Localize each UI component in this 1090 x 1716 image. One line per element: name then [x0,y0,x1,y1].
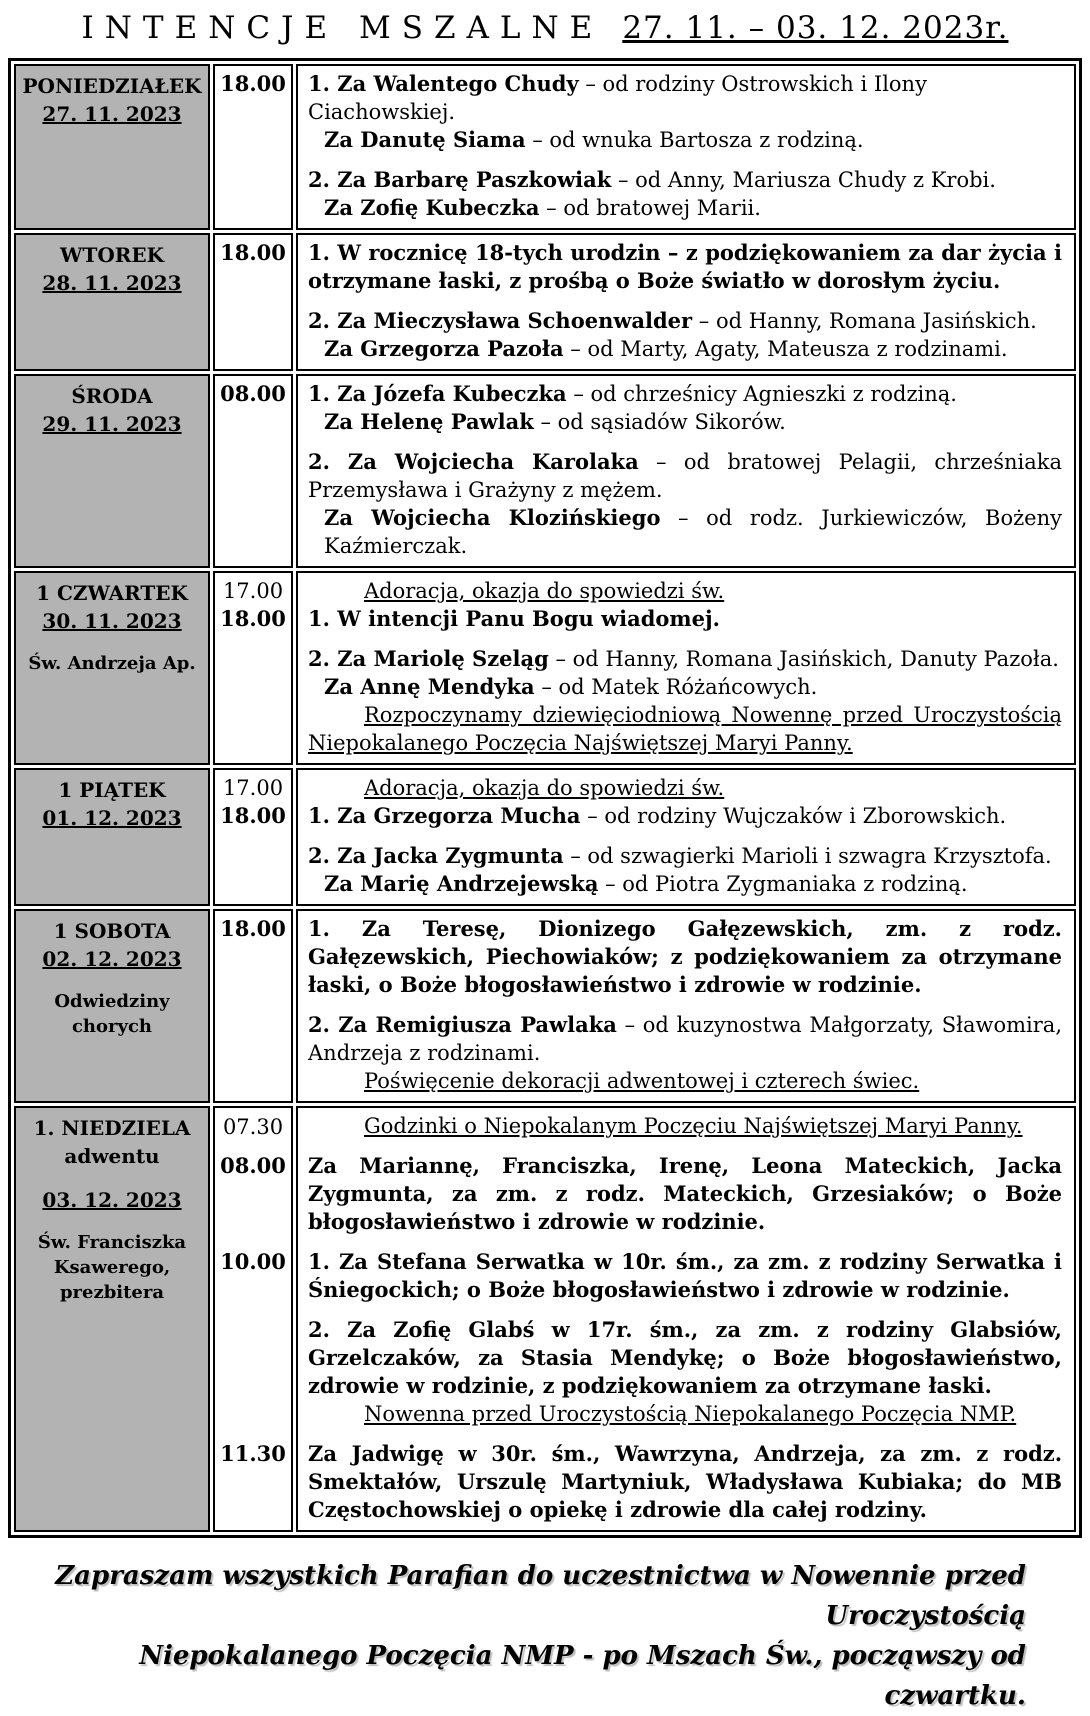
intention-text: 2. Za Barbarę Paszkowiak [308,167,612,192]
footer-note [0,1556,1090,1716]
time-cell [213,64,293,230]
intention-text: – od wnuka Bartosza z rodziną. [525,128,864,152]
mass-time: 08.00 [220,381,286,406]
day-cell [14,909,210,1103]
table-row [14,909,1076,1103]
intention-text: 1. Za Teresę, Dionizego Gałęzewskich, zm. z rodz. Gałęzewskich, Piechowiaków; z podziękowaniem za otrzymane łaski, o Boże błogosławieństwo i zdrowie w rodzinie. [308,916,1062,997]
table-row [14,1106,1076,1532]
intention-text: 1. Za Józefa Kubeczka [308,381,567,406]
mass-time: 18.00 [220,240,286,265]
day-line: 01. 12. 2023 [42,806,182,830]
intention-paragraph [308,380,1062,408]
table-row [14,64,1076,230]
intention-text: – od szwagierki Marioli i szwagra Krzysztofa. [563,844,1052,868]
intention-paragraph [308,605,1062,633]
intention-text: 1. W intencji Panu Bogu wiadomej. [308,606,720,631]
intention-text: – od bratowej Marii. [539,196,761,220]
intention-paragraph [308,774,1062,802]
intention-paragraph [308,1440,1062,1524]
intention-text: – od rodziny Wujczaków i Zborowskich. [580,804,1007,828]
intention-text: 1. Za Stefana Serwatka w 10r. śm., za zm. z rodziny Serwatka i Śniegockich; o Boże błogosławieństwo i zdrowie w rodzinie. [308,1249,1062,1302]
time-cell [213,768,293,906]
paragraph-spacer [308,633,1062,645]
intention-paragraph [308,1067,1062,1095]
intention-paragraph [308,194,1062,222]
footer-line: Zapraszam wszystkich Parafian do uczestnictwa w Nowennie przed Uroczystością [55,1561,1026,1631]
day-line: adwentu [64,1144,160,1168]
intention-text: – od Marty, Agaty, Mateusza z rodzinami. [563,337,1008,361]
table-row [14,571,1076,765]
day-line: 30. 11. 2023 [42,609,182,633]
intention-text: – od rodz. Jurkiewiczów, Bożeny Kaźmierczak. [324,506,1062,558]
mass-time: 17.00 [222,776,284,800]
intention-text: – od sąsiadów Sikorów. [533,410,786,434]
intentions-cell [296,374,1076,568]
intention-text: – od Hanny, Romana Jasińskich. [692,309,1037,333]
time-cell [213,909,293,1103]
intention-paragraph [308,408,1062,436]
intention-text: Za Danutę Siama [324,127,526,152]
paragraph-spacer [308,436,1062,448]
table-row [14,768,1076,906]
paragraph-spacer [308,830,1062,842]
intention-paragraph [308,307,1062,335]
intention-text: – od bratowej Pelagii, chrześniaka Przemysława i Grażyny z mężem. [308,450,1062,502]
time-cell [213,1106,293,1532]
table-row [14,233,1076,371]
intention-paragraph [308,577,1062,605]
intention-paragraph [308,166,1062,194]
title-date-range: 27. 11. – 03. 12. 2023r. [622,10,1009,46]
intention-paragraph [308,1248,1062,1304]
intention-text: Za Jadwigę w 30r. śm., Wawrzyna, Andrzeja, za zm. z rodz. Smektałów, Urszulę Martyniuk, Władysława Kubiaka; do MB Częstochowskiej o opiekę i zdrowie dla całej rodziny. [308,1441,1062,1522]
intentions-cell [296,768,1076,906]
day-spacer [20,635,204,651]
day-line: PONIEDZIAŁEK [22,74,202,98]
intention-text: – od Hanny, Romana Jasińskich, Danuty Pazoła. [548,647,1059,671]
day-line: 03. 12. 2023 [42,1188,182,1212]
intention-text: Za Helenę Pawlak [324,409,534,434]
paragraph-spacer [308,1236,1062,1248]
intention-text: Za Wojciecha Klozińskiego [324,505,661,530]
mass-time: 18.00 [220,606,286,631]
day-line: Odwiedziny chorych [54,991,170,1037]
intention-paragraph [308,870,1062,898]
page-title [0,0,1090,46]
day-cell [14,571,210,765]
intention-text: Poświęcenie dekoracji adwentowej i czterech świec. [364,1069,920,1093]
schedule-body [14,64,1076,1532]
intention-paragraph [308,1011,1062,1067]
intention-text: Adoracja, okazja do spowiedzi św. [364,579,725,603]
intention-text: 2. Za Zofię Glabś w 17r. śm., za zm. z rodziny Glabsiów, Grzelczaków, za Stasia Mendykę; o Boże błogosławieństwo, zdrowie w rodzinie, z podziękowaniem za otrzymane łaski. [308,1317,1062,1398]
mass-time: 18.00 [220,71,286,96]
intentions-cell [296,1106,1076,1532]
intentions-cell [296,233,1076,371]
intention-text: Za Grzegorza Pazoła [324,336,564,361]
mass-schedule-table [8,58,1082,1538]
day-line: WTOREK [59,243,164,267]
day-spacer [20,973,204,989]
intention-paragraph [308,1316,1062,1400]
mass-time: 07.30 [222,1115,284,1139]
intention-paragraph [308,239,1062,295]
day-line: 27. 11. 2023 [42,102,182,126]
intention-text: 2. Za Mariolę Szeląg [308,646,549,671]
intention-paragraph [308,1112,1062,1140]
intention-text: – od Matek Różańcowych. [534,675,818,699]
intention-paragraph [308,70,1062,126]
day-line: Św. Andrzeja Ap. [28,653,196,674]
paragraph-spacer [308,1140,1062,1152]
mass-time: 10.00 [220,1249,286,1274]
intention-paragraph [308,335,1062,363]
intention-text: 2. Za Wojciecha Karolaka [308,449,639,474]
paragraph-spacer [308,1428,1062,1440]
table-row [14,374,1076,568]
intention-text: Nowenna przed Uroczystością Niepokalanego Poczęcia NMP. [364,1402,1017,1426]
intention-paragraph [308,504,1062,560]
mass-time: 18.00 [220,916,286,941]
intentions-cell [296,571,1076,765]
intention-text: Rozpoczynamy dziewięciodniową Nowennę przed Uroczystością Niepokalanego Poczęcia Najświętszej Maryi Panny. [308,703,1062,755]
intention-paragraph [308,842,1062,870]
intention-paragraph [308,701,1062,757]
day-line: 29. 11. 2023 [42,412,182,436]
day-spacer [20,1170,204,1186]
mass-time: 08.00 [220,1153,286,1178]
day-cell [14,233,210,371]
intention-paragraph [308,673,1062,701]
mass-time: 17.00 [222,579,284,603]
intention-text: Adoracja, okazja do spowiedzi św. [364,776,725,800]
day-line: prezbitera [59,1282,165,1303]
day-line: 1 SOBOTA [53,919,171,943]
intention-text: – od Anny, Mariusza Chudy z Krobi. [611,168,996,192]
day-line: 1 CZWARTEK [36,581,188,605]
time-cell [213,233,293,371]
day-line: 1 PIĄTEK [58,778,166,802]
intentions-cell [296,64,1076,230]
paragraph-spacer [308,999,1062,1011]
intention-text: Za Annę Mendyka [324,674,535,699]
intention-text: – od rodziny Ostrowskich i Ilony Ciachowskiej. [308,72,927,124]
intention-paragraph [308,915,1062,999]
intention-paragraph [308,802,1062,830]
intention-text: – od chrześnicy Agnieszki z rodziną. [566,382,957,406]
day-cell [14,1106,210,1532]
intention-text: 2. Za Mieczysława Schoenwalder [308,308,693,333]
intention-text: 1. Za Grzegorza Mucha [308,803,581,828]
day-cell [14,374,210,568]
title-text: INTENCJE MSZALNE [81,10,604,46]
intention-text: 1. Za Walentego Chudy [308,71,579,96]
day-line: ŚRODA [71,384,153,408]
intention-text: Za Mariannę, Franciszka, Irenę, Leona Mateckich, Jacka Zygmunta, za zm. z rodz. Mateckich, Grzesiaków; o Boże błogosławieństwo i zdrowie w rodzinie. [308,1153,1062,1234]
day-line: 02. 12. 2023 [42,947,182,971]
intention-text: 2. Za Remigiusza Pawlaka [308,1012,617,1037]
paragraph-spacer [308,1304,1062,1316]
intention-text: 1. W rocznicę 18-tych urodzin – z podziękowaniem za dar życia i otrzymane łaski, z prośbą o Boże światło w dorosłym życiu. [308,240,1062,293]
time-cell [213,374,293,568]
paragraph-spacer [308,295,1062,307]
day-line: 1. NIEDZIELA [33,1116,191,1140]
intention-paragraph [308,126,1062,154]
time-cell [213,571,293,765]
day-spacer [20,1214,204,1230]
day-cell [14,768,210,906]
mass-time: 11.30 [220,1441,286,1466]
intention-paragraph [308,1152,1062,1236]
footer-line: Niepokalanego Poczęcia NMP - po Mszach Św., począwszy od czwartku. [139,1641,1026,1711]
paragraph-spacer [308,154,1062,166]
intention-paragraph [308,448,1062,504]
intention-text: – od kuzynostwa Małgorzaty, Sławomira, Andrzeja z rodzinami. [308,1013,1062,1065]
day-cell [14,64,210,230]
day-line: Św. Franciszka [37,1232,187,1253]
day-line: 28. 11. 2023 [42,271,182,295]
intentions-cell [296,909,1076,1103]
intention-paragraph [308,645,1062,673]
mass-time: 18.00 [220,803,286,828]
intention-text: Za Zofię Kubeczka [324,195,540,220]
intention-text: Za Marię Andrzejewską [324,871,599,896]
intention-text: 2. Za Jacka Zygmunta [308,843,564,868]
intention-paragraph [308,1400,1062,1428]
day-line: Ksawerego, [53,1257,171,1278]
intention-text: – od Piotra Zygmaniaka z rodziną. [598,872,968,896]
intention-text: Godzinki o Niepokalanym Poczęciu Najświętszej Maryi Panny. [364,1114,1023,1138]
